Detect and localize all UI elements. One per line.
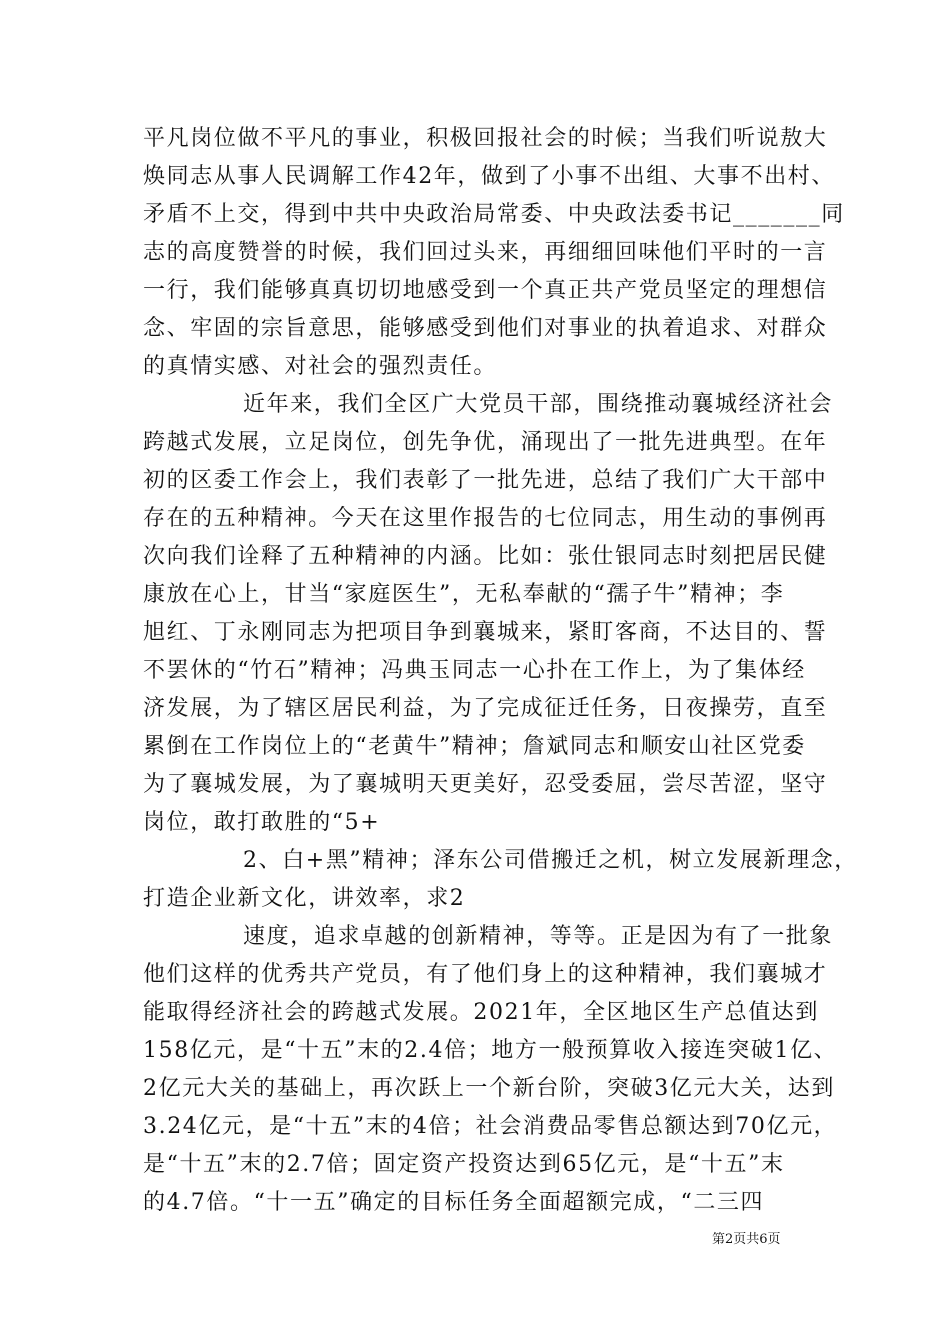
body-text-line: 不罢休的“竹石”精神；冯典玉同志一心扑在工作上，为了集体经	[143, 658, 806, 683]
body-text-line: 志的高度赞誉的时候，我们回过头来，再细细回味他们平时的一言	[143, 240, 828, 265]
body-text-line: 累倒在工作岗位上的“老黄牛”精神；詹斌同志和顺安山社区党委	[143, 734, 806, 759]
body-text-line: 能取得经济社会的跨越式发展。2021年，全区地区生产总值达到	[143, 1000, 819, 1025]
body-text-line: 是“十五”末的2.7倍；固定资产投资达到65亿元，是“十五”末	[143, 1152, 785, 1177]
page-number-footer: 第2页共6页	[712, 1232, 781, 1247]
body-text-line: 的真情实感、对社会的强烈责任。	[143, 354, 498, 379]
body-text-line: 存在的五种精神。今天在这里作报告的七位同志，用生动的事例再	[143, 506, 828, 531]
paragraph-start-line: 2、白+黑”精神；泽东公司借搬迁之机，树立发展新理念，	[243, 848, 858, 873]
body-text-line: 平凡岗位做不平凡的事业，积极回报社会的时候；当我们听说敖大	[143, 126, 828, 151]
body-text-line: 康放在心上，甘当“家庭医生”，无私奉献的“孺子牛”精神；李	[143, 582, 785, 607]
body-text-line: 初的区委工作会上，我们表彰了一批先进，总结了我们广大干部中	[143, 468, 828, 493]
body-text-line: 旭红、丁永刚同志为把项目争到襄城来，紧盯客商，不达目的、誓	[143, 620, 828, 645]
body-text-line: 岗位，敢打敢胜的“5+	[143, 810, 381, 835]
body-text-line: 的4.7倍。“十一五”确定的目标任务全面超额完成，“二三四	[143, 1190, 765, 1215]
body-text-line: 3.24亿元，是“十五”末的4倍；社会消费品零售总额达到70亿元，	[143, 1114, 838, 1139]
body-text-line: 158亿元，是“十五”末的2.4倍；地方一般预算收入接连突破1亿、	[143, 1038, 838, 1063]
body-text-line: 济发展，为了辖区居民利益，为了完成征迁任务，日夜操劳，直至	[143, 696, 828, 721]
body-text-line: 他们这样的优秀共产党员，有了他们身上的这种精神，我们襄城才	[143, 962, 828, 987]
body-text-line: 2亿元大关的基础上，再次跃上一个新台阶，突破3亿元大关，达到	[143, 1076, 835, 1101]
paragraph-start-line: 近年来，我们全区广大党员干部，围绕推动襄城经济社会	[243, 392, 834, 417]
body-text-line: 一行，我们能够真真切切地感受到一个真正共产党员坚定的理想信	[143, 278, 828, 303]
body-text-line: 念、牢固的宗旨意思，能够感受到他们对事业的执着追求、对群众	[143, 316, 828, 341]
paragraph-start-line: 速度，追求卓越的创新精神，等等。正是因为有了一批象	[243, 924, 834, 949]
body-text-line: 打造企业新文化，讲效率，求2	[143, 886, 466, 911]
body-text-line: 为了襄城发展，为了襄城明天更美好，忍受委屈，尝尽苦涩，坚守	[143, 772, 828, 797]
body-text-line: 跨越式发展，立足岗位，创先争优，涌现出了一批先进典型。在年	[143, 430, 828, 455]
body-text-line: 矛盾不上交，得到中共中央政治局常委、中央政法委书记_______同	[143, 202, 845, 227]
body-text-line: 次向我们诠释了五种精神的内涵。比如：张仕银同志时刻把居民健	[143, 544, 828, 569]
body-text-line: 焕同志从事人民调解工作42年，做到了小事不出组、大事不出村、	[143, 164, 835, 189]
